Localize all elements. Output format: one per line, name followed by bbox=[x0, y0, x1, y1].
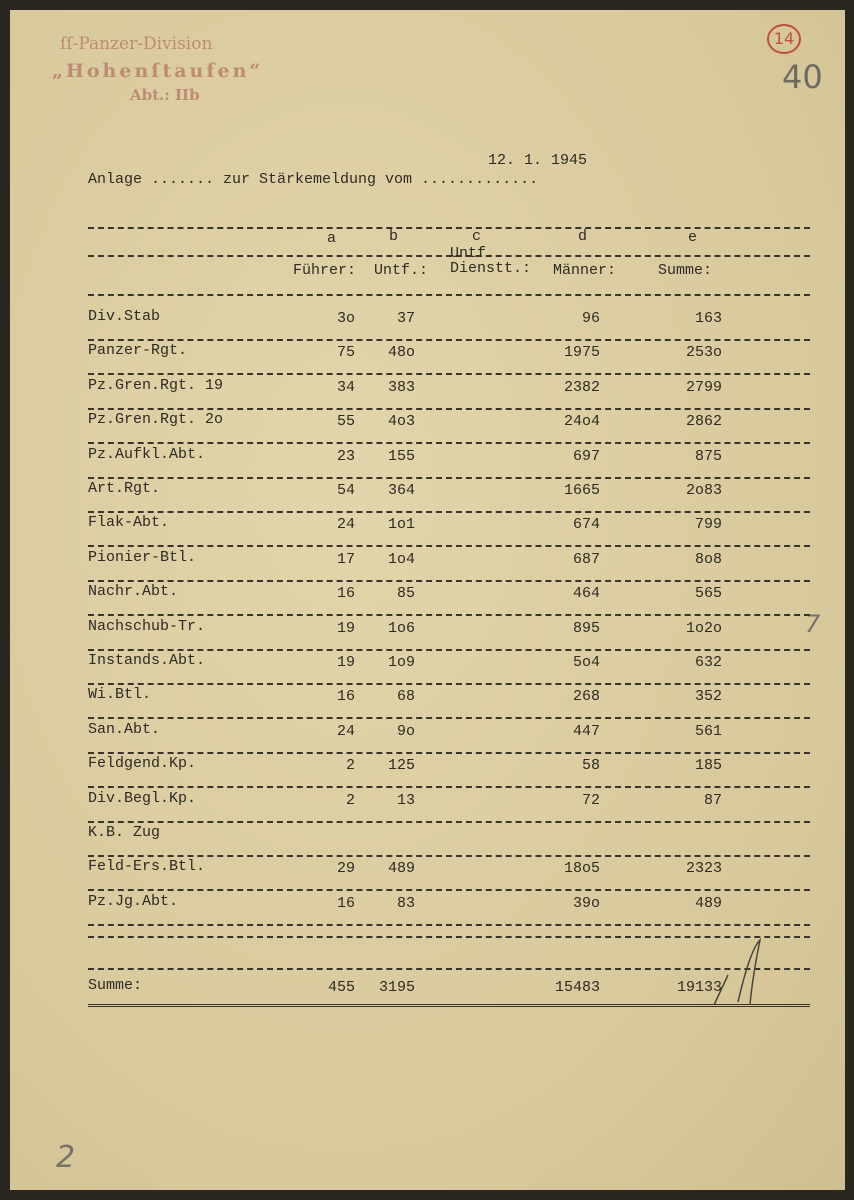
divider bbox=[88, 442, 810, 444]
unit-name: Pz.Aufkl.Abt. bbox=[88, 445, 206, 463]
pencil-number: 40 bbox=[782, 58, 823, 96]
untf-count: 85 bbox=[396, 585, 415, 603]
unit-name: Wi.Btl. bbox=[88, 686, 152, 704]
stamp-line-1: ſſ-Panzer-Division bbox=[60, 34, 213, 54]
untf-count: 37 bbox=[396, 310, 415, 327]
fuehrer-count: 16 bbox=[336, 585, 355, 603]
summe-count: 2o83 bbox=[685, 482, 722, 499]
summe-count: 875 bbox=[694, 447, 722, 465]
fuehrer-count: 2 bbox=[345, 791, 355, 809]
divider bbox=[88, 614, 810, 616]
unit-name: Nachschub-Tr. bbox=[88, 617, 206, 635]
fuehrer-count: 16 bbox=[336, 894, 355, 912]
table-row bbox=[10, 618, 845, 652]
divider bbox=[88, 683, 810, 685]
divider bbox=[88, 855, 810, 857]
divider bbox=[88, 408, 810, 410]
maenner-count: 895 bbox=[572, 619, 600, 637]
table-row bbox=[10, 755, 845, 789]
fuehrer-count: 23 bbox=[336, 447, 355, 465]
table-row bbox=[10, 549, 845, 583]
fuehrer-count: 19 bbox=[336, 619, 355, 637]
divider bbox=[88, 545, 810, 547]
table-row bbox=[10, 652, 845, 686]
maenner-count: 72 bbox=[581, 791, 600, 809]
table-row bbox=[10, 686, 845, 720]
fuehrer-count: 24 bbox=[336, 516, 355, 534]
summe-count: 253o bbox=[685, 344, 722, 362]
summe-count: 799 bbox=[694, 516, 722, 534]
unit-name: K.B. Zug bbox=[88, 824, 161, 841]
divider bbox=[88, 580, 810, 582]
summe-count: 489 bbox=[694, 894, 722, 912]
table-row bbox=[10, 824, 845, 858]
column-header-untf-dienstt: Untf. Dienstt.: bbox=[450, 245, 532, 277]
maenner-count: 58 bbox=[581, 757, 600, 775]
unit-name: Instands.Abt. bbox=[88, 652, 206, 669]
circled-page-number: 14 bbox=[767, 24, 801, 54]
table-row bbox=[10, 721, 845, 755]
fuehrer-count: 2 bbox=[345, 757, 355, 775]
summe-count: 8o8 bbox=[694, 550, 722, 568]
untf-count: 1o1 bbox=[387, 516, 415, 534]
divider bbox=[88, 786, 810, 788]
table-row bbox=[10, 790, 845, 824]
maenner-count: 447 bbox=[572, 722, 600, 740]
divider bbox=[88, 255, 810, 257]
check-mark-icon bbox=[710, 930, 770, 1010]
unit-name: Pionier-Btl. bbox=[88, 548, 197, 566]
table-row bbox=[10, 308, 845, 342]
divider bbox=[88, 339, 810, 341]
fuehrer-count: 19 bbox=[336, 654, 355, 671]
untf-count: 1o6 bbox=[387, 619, 415, 637]
unit-name: Div.Begl.Kp. bbox=[88, 789, 197, 807]
maenner-count: 697 bbox=[572, 447, 600, 465]
divider bbox=[88, 889, 810, 891]
unit-name: Pz.Gren.Rgt. 2o bbox=[88, 411, 224, 429]
total-label: Summe: bbox=[88, 977, 143, 994]
untf-count: 489 bbox=[387, 860, 415, 878]
summe-count: 352 bbox=[694, 688, 722, 706]
stamp-line-2: „Hohenſtaufen“ bbox=[52, 60, 264, 82]
unit-name: Pz.Gren.Rgt. 19 bbox=[88, 376, 224, 394]
column-letter-a: a bbox=[327, 230, 337, 247]
table-row bbox=[10, 480, 845, 514]
fuehrer-count: 54 bbox=[336, 482, 355, 499]
total-d: 15483 bbox=[554, 979, 600, 996]
unit-name: Div.Stab bbox=[88, 308, 161, 325]
summe-count: 561 bbox=[694, 722, 722, 740]
report-date: 12. 1. 1945 bbox=[488, 152, 588, 169]
table-row bbox=[10, 446, 845, 480]
fuehrer-count: 34 bbox=[336, 378, 355, 396]
summe-count: 2862 bbox=[685, 413, 722, 431]
column-header-fuehrer: Führer: bbox=[293, 262, 357, 279]
table-row bbox=[10, 893, 845, 927]
document-title: Anlage ....... zur Stärkemeldung vom ............. bbox=[88, 171, 539, 188]
unit-name: Nachr.Abt. bbox=[88, 583, 179, 601]
divider bbox=[88, 649, 810, 651]
maenner-count: 674 bbox=[572, 516, 600, 534]
divider bbox=[88, 968, 810, 970]
table-row bbox=[10, 583, 845, 617]
summe-count: 632 bbox=[694, 654, 722, 671]
divider bbox=[88, 752, 810, 754]
untf-count: 48o bbox=[387, 344, 415, 362]
untf-count: 68 bbox=[396, 688, 415, 706]
untf-count: 83 bbox=[396, 894, 415, 912]
untf-count: 383 bbox=[387, 378, 415, 396]
maenner-count: 1665 bbox=[563, 482, 600, 499]
untf-count: 13 bbox=[396, 791, 415, 809]
divider bbox=[88, 227, 810, 229]
summe-count: 2799 bbox=[685, 378, 722, 396]
fuehrer-count: 17 bbox=[336, 550, 355, 568]
stamp-line-3: Abt.: IIb bbox=[130, 86, 200, 104]
maenner-count: 687 bbox=[572, 550, 600, 568]
fuehrer-count: 29 bbox=[336, 860, 355, 878]
table-row bbox=[10, 514, 845, 548]
maenner-count: 18o5 bbox=[563, 860, 600, 878]
summe-count: 185 bbox=[694, 757, 722, 775]
total-b: 3195 bbox=[378, 979, 415, 996]
column-header-untf: Untf.: bbox=[374, 262, 429, 279]
fuehrer-count: 55 bbox=[336, 413, 355, 431]
fuehrer-count: 24 bbox=[336, 722, 355, 740]
table-row bbox=[10, 411, 845, 445]
maenner-count: 96 bbox=[581, 310, 600, 327]
untf-count: 125 bbox=[387, 757, 415, 775]
maenner-count: 24o4 bbox=[563, 413, 600, 431]
column-letter-b: b bbox=[389, 228, 399, 245]
unit-name: Panzer-Rgt. bbox=[88, 342, 188, 360]
summe-count: 1o2o bbox=[685, 619, 722, 637]
table-row bbox=[10, 377, 845, 411]
maenner-count: 1975 bbox=[563, 344, 600, 362]
summe-count: 163 bbox=[694, 310, 722, 327]
divider bbox=[88, 924, 810, 926]
divider bbox=[88, 821, 810, 823]
total-a: 455 bbox=[327, 979, 355, 996]
divider bbox=[88, 294, 810, 296]
untf-count: 364 bbox=[387, 482, 415, 499]
maenner-count: 464 bbox=[572, 585, 600, 603]
fuehrer-count: 3o bbox=[336, 310, 355, 327]
summe-count: 565 bbox=[694, 585, 722, 603]
untf-count: 4o3 bbox=[387, 413, 415, 431]
unit-name: Feld-Ers.Btl. bbox=[88, 858, 206, 876]
divider bbox=[88, 717, 810, 719]
untf-count: 1o4 bbox=[387, 550, 415, 568]
divider bbox=[88, 511, 810, 513]
margin-mark-right: 7 bbox=[805, 610, 821, 638]
untf-count: 9o bbox=[396, 722, 415, 740]
column-header-summe: Summe: bbox=[658, 262, 713, 279]
unit-name: Feldgend.Kp. bbox=[88, 755, 197, 773]
summe-count: 2323 bbox=[685, 860, 722, 878]
double-underline bbox=[88, 1004, 810, 1007]
maenner-count: 2382 bbox=[563, 378, 600, 396]
untf-count: 1o9 bbox=[387, 654, 415, 671]
maenner-count: 39o bbox=[572, 894, 600, 912]
unit-name: Art.Rgt. bbox=[88, 480, 161, 497]
table-row bbox=[10, 342, 845, 376]
document-page bbox=[10, 10, 845, 1190]
table-row bbox=[10, 858, 845, 892]
fuehrer-count: 16 bbox=[336, 688, 355, 706]
total-e: 19133 bbox=[676, 979, 722, 996]
column-letter-d: d bbox=[578, 228, 588, 245]
maenner-count: 5o4 bbox=[572, 654, 600, 671]
summe-count: 87 bbox=[703, 791, 722, 809]
divider bbox=[88, 936, 810, 938]
divider bbox=[88, 373, 810, 375]
column-letter-c: c bbox=[472, 228, 482, 245]
fuehrer-count: 75 bbox=[336, 344, 355, 362]
unit-name: San.Abt. bbox=[88, 720, 161, 738]
divider bbox=[88, 477, 810, 479]
column-letter-e: e bbox=[688, 229, 698, 246]
untf-count: 155 bbox=[387, 447, 415, 465]
unit-name: Pz.Jg.Abt. bbox=[88, 892, 179, 910]
margin-mark-bottom: 2 bbox=[56, 1140, 76, 1175]
unit-name: Flak-Abt. bbox=[88, 514, 170, 532]
column-header-maenner: Männer: bbox=[553, 262, 617, 279]
maenner-count: 268 bbox=[572, 688, 600, 706]
